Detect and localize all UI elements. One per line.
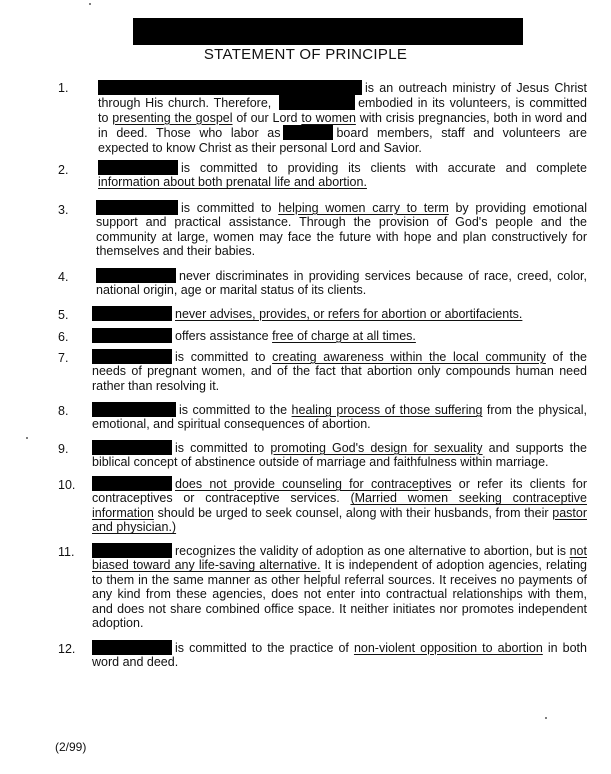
redacted-org-name [92,328,172,343]
redacted-org-name [92,402,176,417]
principle-number: 7. [58,351,69,365]
principle-number: 10. [58,478,76,492]
principle-number: 3. [58,203,69,217]
principle-text: does not provide counseling for contraceptives or refer its clients for contraceptives or contraceptive services. (Married women seeking contraceptive information should be urged to seek counsel, along with their husbands, from their pastor and physician.) [92,477,588,535]
principle-text: never advises, provides, or refers for abortion or abortifacients. [92,306,587,321]
principle-text: is committed to providing its clients with accurate and complete information about both prenatal life and abortion. [98,161,587,190]
principle-number: 6. [58,330,69,344]
redacted-org-name [92,349,172,364]
principle-text: offers assistance free of charge at all times. [92,328,587,343]
principle-number: 12. [58,642,76,656]
scan-speck [545,717,547,719]
redacted-org-name [92,440,172,455]
principle-text: is committed to the practice of non-violent opposition to abortion in both word and deed. [92,641,587,670]
redacted-org-name [283,125,333,140]
principle-number: 9. [58,442,69,456]
redacted-org-name [92,306,172,321]
principle-number: 4. [58,270,69,284]
scan-speck [89,3,91,5]
principle-number: 8. [58,404,69,418]
redacted-org-name [279,95,355,110]
redacted-org-name [96,268,176,283]
redacted-org-name [98,160,178,175]
redacted-org-name [92,476,172,491]
principle-text: never discriminates in providing services because of race, creed, color, national origin, age or marital status of its clients. [96,269,587,298]
redacted-org-name [98,80,362,95]
principle-number: 11. [58,545,75,559]
principle-number: 1. [58,81,69,95]
principle-number: 2. [58,163,69,177]
document-date: (2/99) [55,740,87,754]
principle-text: is committed to helping women carry to term by providing emotional support and practical assistance. Through the provision of God's people and the community at large, women may face the future with hope and plan constructively for themselves and their babies. [96,201,587,259]
redacted-org-name [92,543,172,558]
redacted-org-name [92,640,172,655]
principle-number: 5. [58,308,69,322]
principle-text: is committed to promoting God's design for sexuality and supports the biblical concept of abstinence outside of marriage and faithfulness within marriage. [92,441,587,470]
redacted-letterhead [133,18,523,45]
principle-text: is committed to creating awareness within the local community of the needs of pregnant women, and of the fact that abortion only compounds human need rather than resolving it. [92,350,587,393]
scan-speck [26,437,28,439]
principle-text: is an outreach ministry of Jesus Christ through His church. Therefore, embodied in its volunteers, is committed to presenting the gospel of our Lord to women with crisis pregnancies, both in word and in deed. Those who labor as board members, staff and volunteers are expected to know Christ as their personal Lord and Savior. [98,81,587,155]
principle-text: is committed to the healing process of those suffering from the physical, emotional, and spiritual consequences of abortion. [92,403,587,432]
principle-text: recognizes the validity of adoption as one alternative to abortion, but is not biased toward any life-saving alternative. It is independent of adoption agencies, relating to them in the same manner as other helpful referral sources. It receives no payments of any kind from these agencies, does not enter into contractual relationships with them, and does not share combined office space. It neither initiates nor promotes independent adoption. [92,544,587,631]
redacted-org-name [96,200,178,215]
page-title: STATEMENT OF PRINCIPLE [203,46,408,63]
